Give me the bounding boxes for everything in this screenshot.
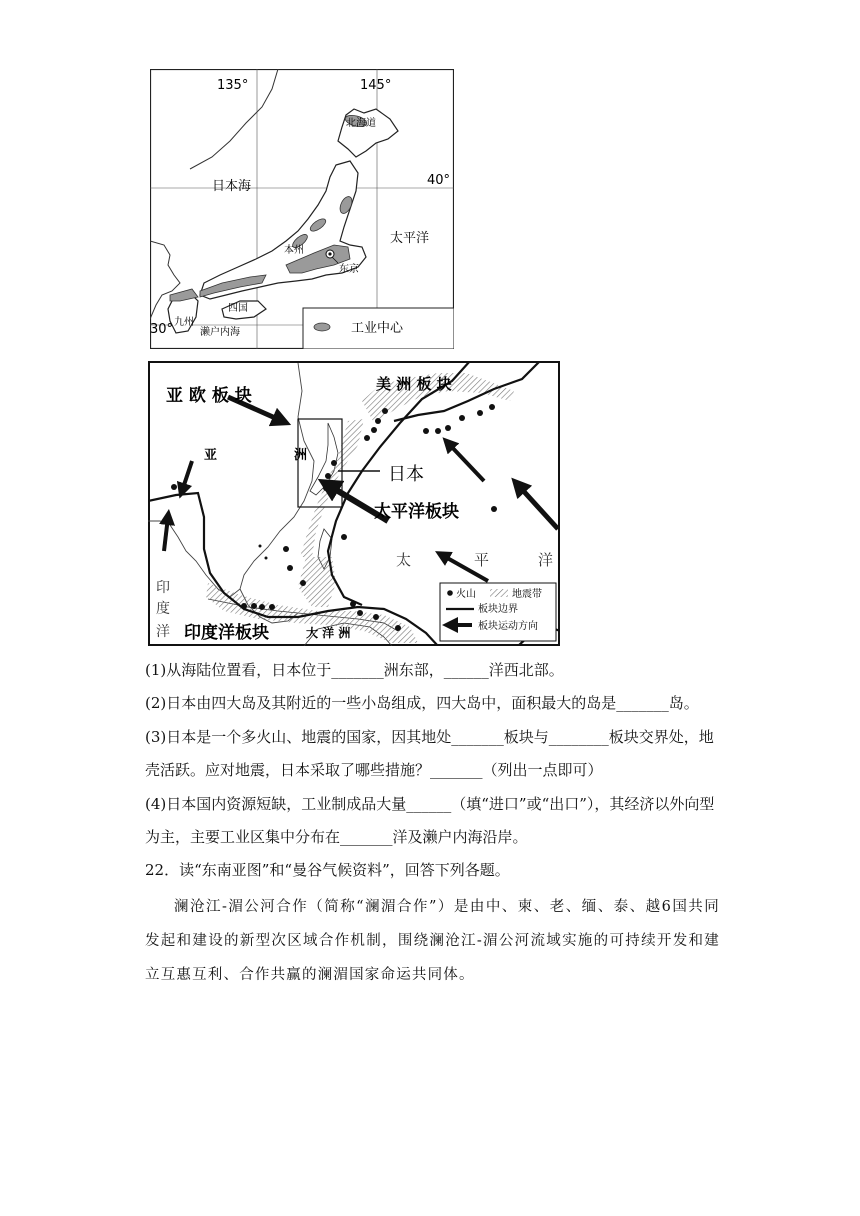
plate-tectonics-map (148, 361, 560, 646)
oceania-label: 大 洋 洲 (306, 626, 351, 640)
pacific-label: 太平洋 (390, 231, 430, 246)
legend-movement-label: 板块运动方向 (478, 621, 538, 632)
sea-of-japan-label: 日本海 (212, 179, 252, 194)
japan-industry-map (150, 69, 454, 349)
map2-legend (440, 583, 556, 641)
lat-30-label: 30° (150, 322, 174, 337)
indian-ocean-label-1: 印 (156, 580, 170, 596)
question-3-line-1: (3)日本是一个多火山、地震的国家，因其地处_______板块与________板块交界处，地 (145, 728, 714, 746)
question-22-heading: 22．读“东南亚图”和“曼谷气候资料”，回答下列各题。 (145, 861, 510, 879)
question-1: (1)从海陆位置看，日本位于_______洲东部，______洋西北部。 (145, 661, 564, 679)
pacific-plate-label: 太平洋板块 (374, 502, 459, 522)
japan-callout-label: 日本 (388, 464, 424, 485)
question-4-line-1: (4)日本国内资源短缺，工业制成品大量______（填“进口”或“出口”），其经济以外向型 (145, 795, 715, 813)
indian-ocean-label-3: 洋 (156, 624, 170, 640)
asia-label-2: 洲 (294, 448, 308, 463)
pacific-ocean-label-3: 洋 (538, 551, 554, 569)
volcano-legend-icon (447, 590, 453, 596)
legend-quake-belt-label: 地震带 (512, 589, 542, 600)
lon-145-label: 145° (360, 78, 392, 93)
hokkaido-label: 北海道 (346, 118, 376, 129)
question-2: (2)日本由四大岛及其附近的一些小岛组成，四大岛中，面积最大的岛是_______岛。 (145, 694, 699, 712)
indian-ocean-label-2: 度 (156, 601, 170, 617)
question-22-passage: 澜沧江-湄公河合作（简称“澜湄合作”）是由中、柬、老、缅、泰、越6国共同发起和建设的新型次区域合作机制，围绕澜沧江-湄公河流域实施的可持续开发和建立互惠互利、合作共赢的澜湄国家命运共同体。 (145, 899, 720, 983)
shikoku-label: 四国 (228, 303, 248, 314)
lat-40-label: 40° (427, 173, 451, 188)
quake-belt-legend-icon (490, 589, 508, 597)
tokyo-label: 东京 (339, 264, 359, 275)
indian-plate-label: 印度洋板块 (184, 623, 269, 643)
eurasian-plate-label: 亚 欧 板 块 (166, 386, 252, 406)
map1-legend (303, 308, 454, 349)
pacific-ocean-label-2: 平 (474, 551, 490, 569)
question-3-line-2: 壳活跃。应对地震，日本采取了哪些措施？_______（列出一点即可） (145, 761, 603, 779)
asia-label-1: 亚 (204, 448, 218, 463)
legend-volcano-label: 火山 (456, 589, 476, 600)
kyushu-label: 九州 (174, 317, 194, 328)
honshu-label: 本州 (284, 245, 304, 256)
legend-boundary-label: 板块边界 (478, 604, 518, 615)
pacific-ocean-label-1: 太 (396, 551, 412, 569)
industry-legend-icon (314, 323, 330, 331)
lon-135-label: 135° (217, 78, 249, 93)
setonaikai-label: 濑户内海 (200, 327, 240, 338)
legend-industry-label: 工业中心 (351, 321, 404, 336)
question-4-line-2: 为主，主要工业区集中分布在_______洋及濑户内海沿岸。 (145, 828, 528, 846)
american-plate-label: 美 洲 板 块 (376, 375, 452, 393)
